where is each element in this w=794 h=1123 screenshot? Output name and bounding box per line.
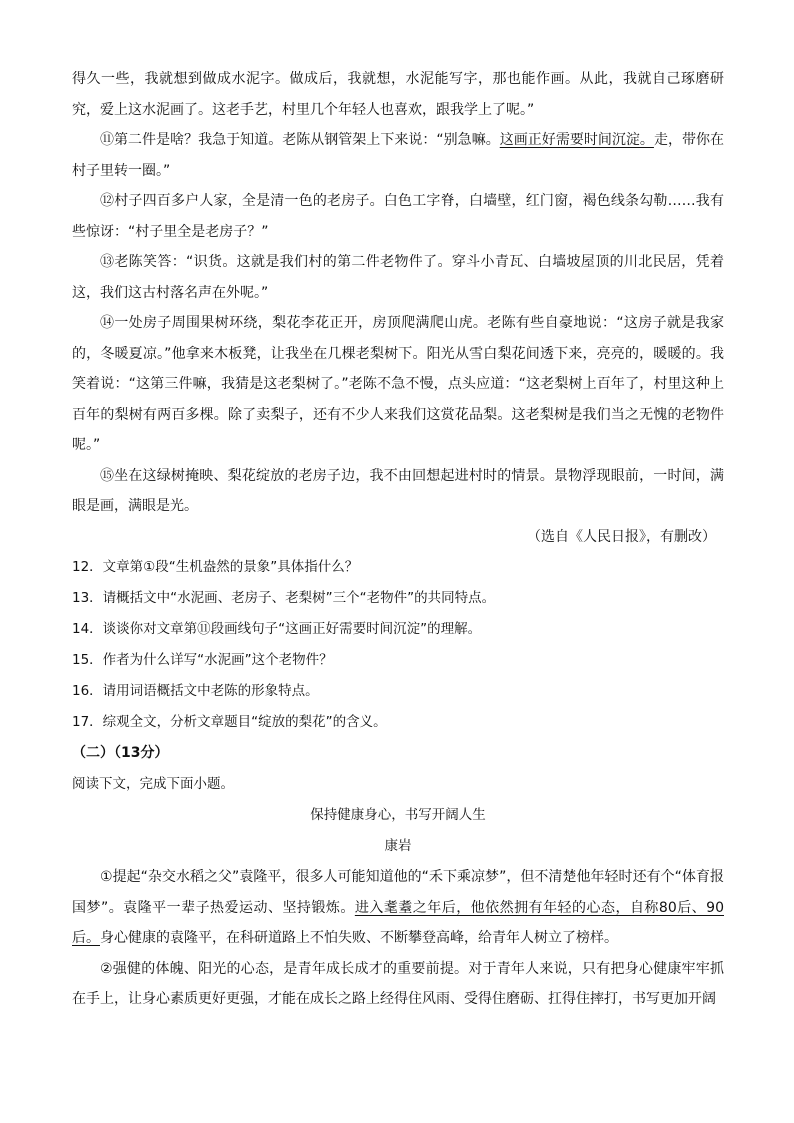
paragraph-12: ⑫村子四百多户人家，全是清一色的老房子。白色工字脊，白墙壁，红门窗，褐色线条勾勒……我有些惊讶：“村子里全是老房子？” [72, 193, 724, 240]
article-paragraph-2: ②强健的体魄、阳光的心态，是青年成长成才的重要前提。对于青年人来说，只有把身心健康牢牢抓在手上，让身心素质更好更强，才能在成长之路上经得住风雨、受得住磨砺、扛得住摔打，书写更加开阔 [72, 960, 724, 1007]
paragraph-14: ⑭一处房子周围果树环绕，梨花李花正开，房顶爬满爬山虎。老陈有些自豪地说：“这房子就是我家的，冬暖夏凉。”他拿来木板凳，让我坐在几棵老梨树下。阳光从雪白梨花间透下来，亮亮的，暖暖的。我笑着说：“这第三件嘛，我猜是这老梨树了。”老陈不急不慢，点头应道：“这老梨树上百年了，村里这种上百年的梨树有两百多棵。除了卖梨子，还有不少人来我们这赏花品梨。这老梨树是我们当之无愧的老物件呢。” [72, 315, 724, 453]
question-13: 13．请概括文中“水泥画、老房子、老梨树”三个“老物件”的共同特点。 [72, 590, 496, 606]
article-paragraph-1-text-before: ①提起“杂交水稻之父”袁隆平，很多人可能知道他的“禾下乘凉梦”，但不清楚他年轻时还有个“体育报国梦”。袁隆平一辈子热爱运动、坚持锻炼。 [72, 869, 724, 916]
underlined-sentence-11: 这画正好需要时间沉淀。 [499, 132, 654, 148]
reading-instruction: 阅读下文，完成下面小题。 [72, 776, 234, 792]
paragraph-15: ⑮坐在这绿树掩映、梨花绽放的老房子边，我不由回想起进村时的情景。景物浮现眼前，一时间，满眼是画，满眼是光。 [72, 467, 724, 514]
question-12: 12．文章第①段“生机盎然的景象”具体指什么？ [72, 559, 359, 575]
document-page [72, 64, 724, 1015]
question-16: 16．请用词语概括文中老陈的形象特点。 [72, 683, 319, 699]
paragraph-11-text-before: ⑪第二件是啥？我急于知道。老陈从钢管架上下来说：“别急嘛。 [100, 132, 500, 148]
question-15: 15．作者为什么详写“水泥画”这个老物件？ [72, 652, 333, 668]
paragraph-13: ⑬老陈笑答：“识货。这就是我们村的第二件老物件了。穿斗小青瓦、白墙坡屋顶的川北民居，凭着这，我们这古村落名声在外呢。” [72, 254, 724, 301]
paragraph-11 [72, 125, 724, 186]
article-title: 保持健康身心，书写开阔人生 [310, 807, 486, 823]
section-heading: （二）（13分） [72, 745, 169, 761]
question-14: 14．谈谈你对文章第⑪段画线句子“这画正好需要时间沉淀”的理解。 [72, 621, 482, 637]
underlined-sentence-article-1: 进入耄耋之年后，他依然拥有年轻的心态，自称80后、90后。 [72, 899, 724, 946]
question-17: 17．综观全文，分析文章题目“绽放的梨花”的含义。 [72, 714, 387, 730]
source-citation: （选自《人民日报》，有删改） [527, 528, 716, 545]
article-paragraph-1-text-after: 身心健康的袁隆平，在科研道路上不怕失败、不断攀登高峰，给青年人树立了榜样。 [100, 930, 618, 946]
paragraph-10-continued: 得久一些，我就想到做成水泥字。做成后，我就想，水泥能写字，那也能作画。从此，我就自己琢磨研究，爱上这水泥画了。这老手艺，村里几个年轻人也喜欢，跟我学上了呢。” [72, 71, 724, 118]
paragraph-11-text-after: 走，带你在村子里转一圈。” [72, 132, 725, 179]
article-author: 康岩 [384, 838, 412, 854]
article-paragraph-1 [72, 862, 724, 954]
